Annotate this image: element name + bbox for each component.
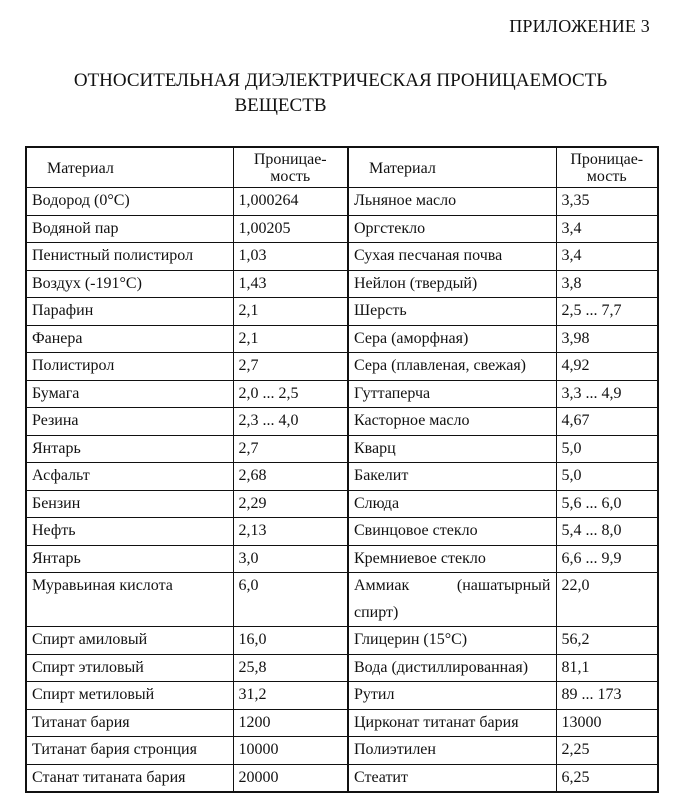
table-row bbox=[26, 270, 658, 298]
header-permittivity-line1: Проницае- bbox=[570, 151, 644, 168]
table-row bbox=[26, 215, 658, 243]
material-cell: Оргстекло bbox=[348, 215, 556, 243]
value-cell: 2,13 bbox=[233, 518, 348, 546]
material-cell: Водяной пар bbox=[26, 215, 233, 243]
material-cell: Янтарь bbox=[26, 545, 233, 573]
material-cell: Бумага bbox=[26, 380, 233, 408]
value-cell: 3,35 bbox=[556, 188, 658, 216]
header-material-left: Материал bbox=[26, 147, 233, 188]
table-row bbox=[26, 654, 658, 682]
table-row bbox=[26, 709, 658, 737]
material-cell: Станат титаната бария bbox=[26, 764, 233, 792]
value-cell: 89 ... 173 bbox=[556, 682, 658, 710]
material-cell: Резина bbox=[26, 408, 233, 436]
material-cell: Полистирол bbox=[26, 353, 233, 381]
table-row bbox=[26, 573, 658, 627]
permittivity-table bbox=[25, 146, 659, 793]
value-cell: 3,4 bbox=[556, 243, 658, 271]
table-row bbox=[26, 490, 658, 518]
table-row bbox=[26, 518, 658, 546]
value-cell: 3,98 bbox=[556, 325, 658, 353]
material-cell: Шерсть bbox=[348, 298, 556, 326]
material-cell: Стеатит bbox=[348, 764, 556, 792]
material-line bbox=[354, 573, 551, 600]
value-cell: 1,00205 bbox=[233, 215, 348, 243]
value-cell: 3,0 bbox=[233, 545, 348, 573]
material-word: Аммиак bbox=[354, 577, 410, 594]
table-row bbox=[26, 243, 658, 271]
material-cell bbox=[348, 573, 556, 627]
value-cell: 5,0 bbox=[556, 435, 658, 463]
value-cell: 1,43 bbox=[233, 270, 348, 298]
value-cell: 2,3 ... 4,0 bbox=[233, 408, 348, 436]
value-cell: 16,0 bbox=[233, 627, 348, 655]
value-cell: 22,0 bbox=[556, 573, 658, 627]
header-permittivity-line1: Проницае- bbox=[253, 151, 327, 168]
material-cell: Титанат бария стронция bbox=[26, 737, 233, 765]
material-cell: Кремниевое стекло bbox=[348, 545, 556, 573]
value-cell: 3,8 bbox=[556, 270, 658, 298]
value-cell: 31,2 bbox=[233, 682, 348, 710]
material-cell: Титанат бария bbox=[26, 709, 233, 737]
material-cell: Кварц bbox=[348, 435, 556, 463]
material-cell: Нейлон (твердый) bbox=[348, 270, 556, 298]
value-cell: 81,1 bbox=[556, 654, 658, 682]
title-line-2: ВЕЩЕСТВ bbox=[234, 95, 327, 116]
value-cell: 2,68 bbox=[233, 463, 348, 491]
material-cell: Рутил bbox=[348, 682, 556, 710]
value-cell: 1,000264 bbox=[233, 188, 348, 216]
table-row bbox=[26, 764, 658, 792]
material-cell: Муравьиная кислота bbox=[26, 573, 233, 627]
header-permittivity-left bbox=[233, 147, 348, 188]
value-cell: 5,4 ... 8,0 bbox=[556, 518, 658, 546]
value-cell: 13000 bbox=[556, 709, 658, 737]
material-cell: Пенистный полистирол bbox=[26, 243, 233, 271]
value-cell: 6,25 bbox=[556, 764, 658, 792]
title-line-1: ОТНОСИТЕЛЬНАЯ ДИЭЛЕКТРИЧЕСКАЯ ПРОНИЦАЕМОСТЬ bbox=[73, 70, 608, 91]
material-cell: Фанера bbox=[26, 325, 233, 353]
value-cell: 4,92 bbox=[556, 353, 658, 381]
table-row bbox=[26, 463, 658, 491]
value-cell: 3,3 ... 4,9 bbox=[556, 380, 658, 408]
table-row bbox=[26, 627, 658, 655]
material-cell: Парафин bbox=[26, 298, 233, 326]
material-cell: Водород (0°С) bbox=[26, 188, 233, 216]
material-cell: Глицерин (15°С) bbox=[348, 627, 556, 655]
material-word: (нашатырный bbox=[456, 577, 551, 594]
value-cell: 2,7 bbox=[233, 435, 348, 463]
value-cell: 3,4 bbox=[556, 215, 658, 243]
material-cell: Янтарь bbox=[26, 435, 233, 463]
table-row bbox=[26, 737, 658, 765]
material-cell: Вода (дистиллированная) bbox=[348, 654, 556, 682]
header-permittivity-line2: мость bbox=[270, 168, 311, 185]
header-permittivity-line2: мость bbox=[586, 168, 627, 185]
value-cell: 2,7 bbox=[233, 353, 348, 381]
page-title bbox=[0, 68, 681, 118]
header-permittivity-right bbox=[556, 147, 658, 188]
table-row bbox=[26, 380, 658, 408]
value-cell: 1,03 bbox=[233, 243, 348, 271]
table-row bbox=[26, 298, 658, 326]
material-cell: Гуттаперча bbox=[348, 380, 556, 408]
value-cell: 2,29 bbox=[233, 490, 348, 518]
material-cell: Нефть bbox=[26, 518, 233, 546]
material-cell: Бакелит bbox=[348, 463, 556, 491]
material-line: спирт) bbox=[354, 603, 399, 621]
value-cell: 2,0 ... 2,5 bbox=[233, 380, 348, 408]
material-cell: Спирт метиловый bbox=[26, 682, 233, 710]
table-header-row bbox=[26, 147, 658, 188]
value-cell: 6,0 bbox=[233, 573, 348, 627]
table-row bbox=[26, 325, 658, 353]
material-cell: Бензин bbox=[26, 490, 233, 518]
material-cell: Касторное масло bbox=[348, 408, 556, 436]
material-cell: Асфальт bbox=[26, 463, 233, 491]
value-cell: 1200 bbox=[233, 709, 348, 737]
material-cell: Цирконат титанат бария bbox=[348, 709, 556, 737]
material-cell: Воздух (-191°С) bbox=[26, 270, 233, 298]
table-row bbox=[26, 435, 658, 463]
material-cell: Слюда bbox=[348, 490, 556, 518]
value-cell: 5,6 ... 6,0 bbox=[556, 490, 658, 518]
material-cell: Полиэтилен bbox=[348, 737, 556, 765]
table-row bbox=[26, 353, 658, 381]
material-cell: Свинцовое стекло bbox=[348, 518, 556, 546]
value-cell: 2,5 ... 7,7 bbox=[556, 298, 658, 326]
value-cell: 4,67 bbox=[556, 408, 658, 436]
material-cell: Сухая песчаная почва bbox=[348, 243, 556, 271]
table-row bbox=[26, 682, 658, 710]
value-cell: 6,6 ... 9,9 bbox=[556, 545, 658, 573]
value-cell: 5,0 bbox=[556, 463, 658, 491]
header-material-right: Материал bbox=[348, 147, 556, 188]
value-cell: 2,1 bbox=[233, 298, 348, 326]
value-cell: 20000 bbox=[233, 764, 348, 792]
table-row bbox=[26, 188, 658, 216]
value-cell: 25,8 bbox=[233, 654, 348, 682]
material-cell: Спирт этиловый bbox=[26, 654, 233, 682]
material-cell: Сера (аморфная) bbox=[348, 325, 556, 353]
table-row bbox=[26, 545, 658, 573]
material-cell: Сера (плавленая, свежая) bbox=[348, 353, 556, 381]
value-cell: 10000 bbox=[233, 737, 348, 765]
material-cell: Льняное масло bbox=[348, 188, 556, 216]
value-cell: 2,1 bbox=[233, 325, 348, 353]
table-row bbox=[26, 408, 658, 436]
appendix-label: ПРИЛОЖЕНИЕ 3 bbox=[509, 16, 650, 36]
value-cell: 56,2 bbox=[556, 627, 658, 655]
material-cell: Спирт амиловый bbox=[26, 627, 233, 655]
value-cell: 2,25 bbox=[556, 737, 658, 765]
